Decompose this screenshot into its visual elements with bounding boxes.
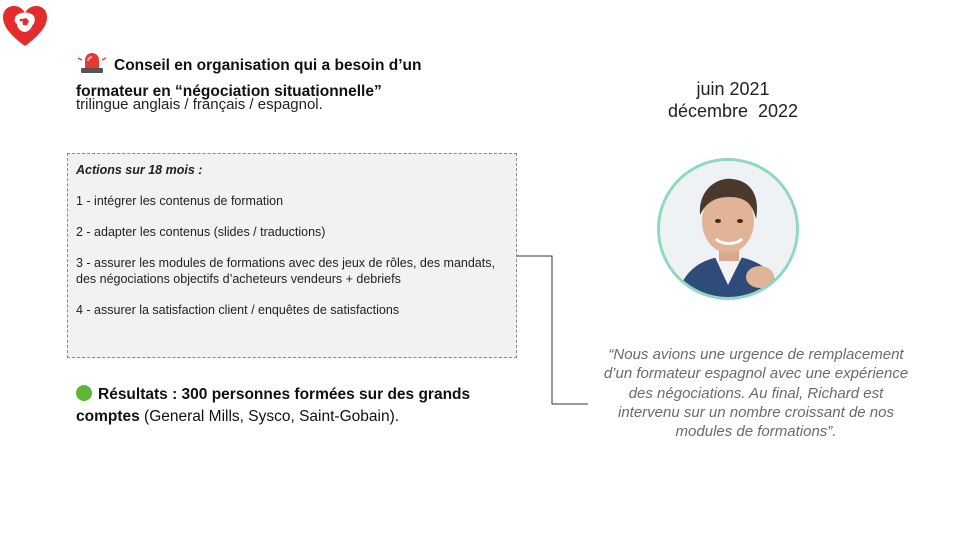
avatar [657,158,799,300]
period [630,78,836,122]
subtitle: trilingue anglais / français / espagnol. [76,96,323,113]
results [76,384,516,428]
action-item: 3 - assurer les modules de formations avec des jeux de rôles, des mandats, des négociations objectifs d’acheteurs vendeurs + debriefs [76,256,495,286]
period-end: décembre 2022 [667,101,799,121]
results-clients: (General Mills, Sysco, Saint-Gobain). [139,408,400,425]
testimonial-quote: “Nous avions une urgence de remplacement d’un formateur espagnol avec une expérience des négociations. Au final, Richard est intervenu sur un nombre croissant de nos modules de formations”. [603,346,909,441]
results-bold: Résultats : 300 personnes formées sur des grands comptes [76,386,471,425]
action-item: 2 - adapter les contenus (slides / traductions) [76,225,326,239]
actions-heading: Actions sur 18 mois : [76,163,203,177]
title-text: Conseil en organisation qui a besoin d’un formateur en “négociation situationnelle” [76,57,422,100]
period-start: juin 2021 [696,79,770,99]
action-item: 4 - assurer la satisfaction client / enquêtes de satisfactions [76,303,400,317]
action-item: 1 - intégrer les contenus de formation [76,194,284,208]
green-circle-icon [76,385,92,401]
